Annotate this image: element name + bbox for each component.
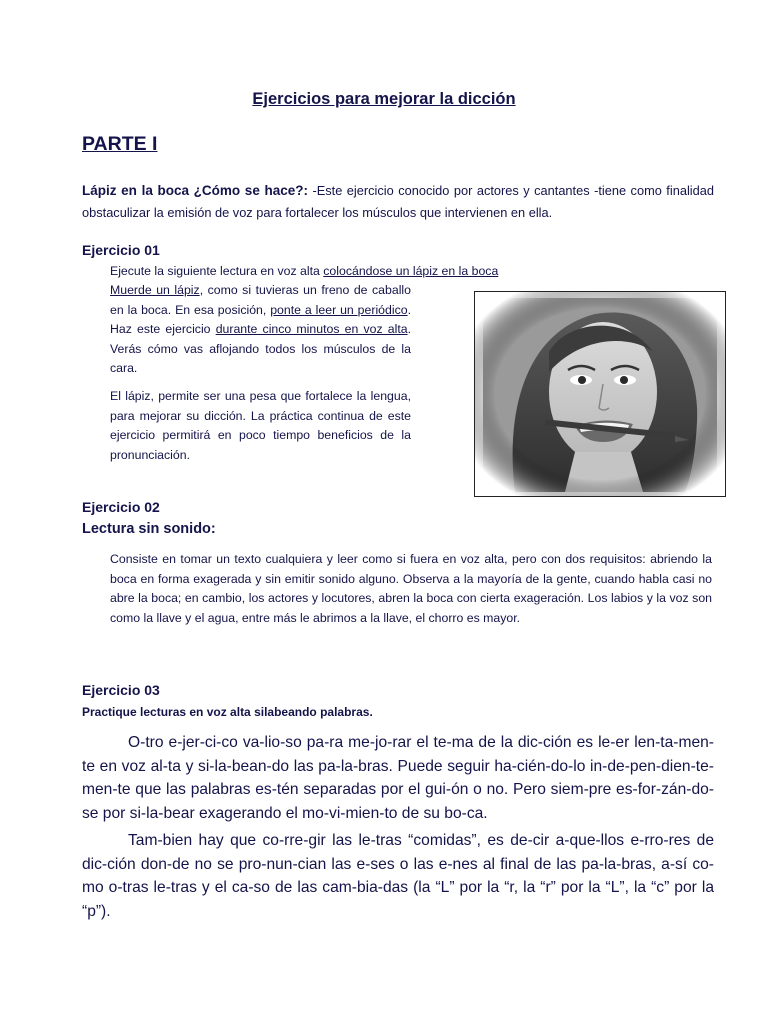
exercise-03-paragraph-2: Tam-bien hay que co-rre-gir las le-tras “comidas”, es de-cir a-que-llos e-rro-res de dic-ción don-de no se pro-nun-cian las e-ses o las e-nes al final de las pa-la-bras, a-sí co-mo o-tras le-tras y el ca-so de las cam-bia-das (la “L” por la “r, la “r” por la “L”, la “c” por la “p”).: [82, 832, 714, 920]
exercise-01-line1-underlined: colocándose un lápiz en la boca: [323, 264, 499, 278]
exercise-03-paragraph-1: O-tro e-jer-ci-co va-lio-so pa-ra me-jo-rar el te-ma de la dic-ción es le-er len-ta-men-te en voz al-ta y si-la-bean-do las pa-la-bras. Puede seguir ha-cién-do-lo in-de-pen-dien-te-men-te que las palabras es-tén separadas por el gui-ón o no. Pero siem-pre es-for-zán-do-se por si-la-bear exagerando el mo-vi-mien-to de su bo-ca.: [82, 734, 714, 822]
exercise-01-line1: [110, 262, 570, 282]
exercise-02-heading: Ejercicio 02: [82, 499, 160, 515]
exercise-01-text-1: , como si tuvieras un freno de caballo en la boca. En esa posición,: [110, 283, 411, 317]
photo-illustration: [475, 292, 725, 496]
page-title: Ejercicios para mejorar la dicción: [252, 90, 516, 108]
exercise-03-heading: Ejercicio 03: [82, 682, 160, 698]
exercise-01-underline-3: durante cinco minutos en voz alta: [215, 322, 408, 336]
exercise-01-text-2: . Haz este ejercicio: [110, 302, 411, 336]
exercise-01-paragraph-1: [110, 281, 411, 379]
exercise-01-paragraph-2: El lápiz, permite ser una pesa que fortalece la lengua, para mejorar su dicción. La práctica continua de este ejercicio permitirá en poco tiempo beneficios de la pronunciación.: [110, 389, 411, 462]
exercise-01-line1-text: Ejecute la siguiente lectura en voz alta: [110, 264, 324, 278]
exercise-01-heading: Ejercicio 01: [82, 242, 160, 258]
part-heading: PARTE I: [82, 133, 158, 155]
intro-text: -Este ejercicio conocido por actores y cantantes -tiene como finalidad obstaculizar la emisión de voz para fortalecer los músculos que intervienen en ella.: [82, 183, 714, 220]
intro-paragraph: [82, 180, 714, 224]
exercise-01-underline-2: ponte a leer un periódico: [270, 302, 408, 317]
exercise-02-subheading: Lectura sin sonido:: [82, 521, 216, 537]
woman-biting-pencil-photo: [474, 291, 726, 497]
exercise-03-instruction: Practique lecturas en voz alta silabeando palabras.: [82, 705, 373, 719]
exercise-01-underline-1: Muerde un lápiz: [110, 283, 200, 297]
exercise-02-paragraph: Consiste en tomar un texto cualquiera y leer como si fuera en voz alta, pero con dos requisitos: abriendo la boca en forma exagerada y sin emitir sonido alguno. Observa a la mayoría de la gente, cuando habla casi no abre la boca; en cambio, los actores y locutores, abren la boca con cierta exageración. Los labios y la voz son como la llave y el agua, entre más le abrimos a la llave, el chorro es mayor.: [110, 552, 712, 625]
exercise-01-text-3: . Verás cómo vas aflojando todos los músculos de la cara.: [110, 322, 411, 375]
intro-lead: Lápiz en la boca ¿Cómo se hace?:: [82, 183, 308, 198]
